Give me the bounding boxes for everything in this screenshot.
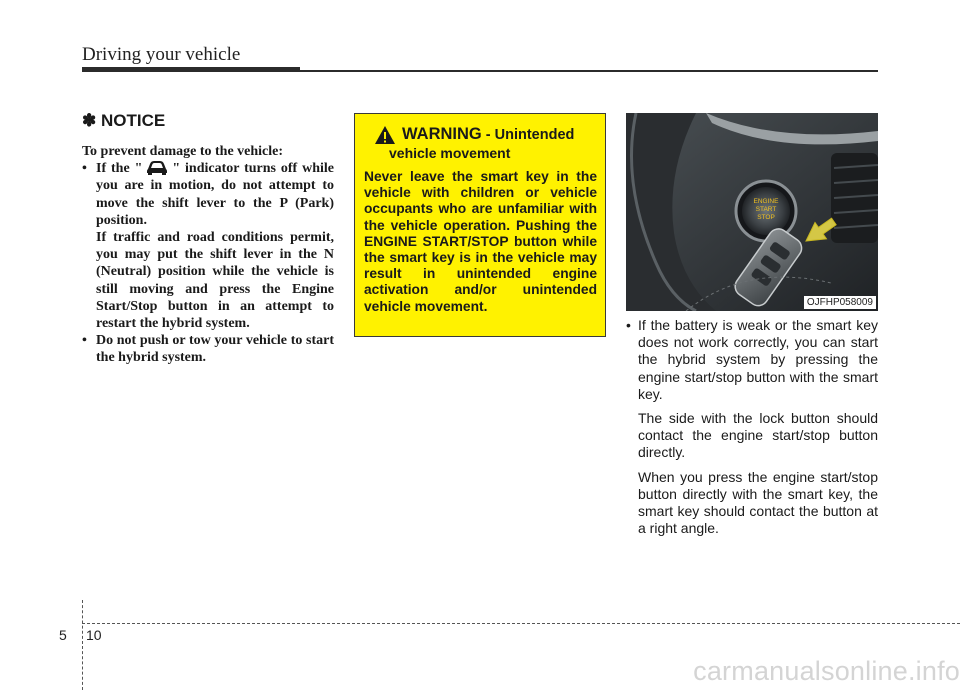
chapter-number: 5 [59, 627, 67, 643]
notice-intro: To prevent damage to the vehicle: [82, 144, 284, 159]
smart-key-photo [626, 113, 878, 311]
right-paragraph-2: The side with the lock button should contact the engine start/stop button directly. [638, 410, 878, 461]
notice-bullet-1-post: " indicator turns off while you are in motion, do not attempt to move the shift lever to the P (Park) position. [96, 161, 334, 228]
right-column-text [626, 317, 878, 537]
warning-triangle-icon [374, 125, 396, 145]
bullet-dot: • [82, 333, 87, 349]
notice-body [82, 143, 334, 367]
button-text-start: START [755, 206, 777, 213]
car-ready-icon [146, 160, 168, 175]
page-header-title: Driving your vehicle [82, 44, 241, 65]
notice-bullet-2: • Do not push or tow your vehicle to start the hybrid system. [82, 333, 334, 366]
warning-body: Never leave the smart key in the vehicle with children or vehicle occupants who are unfamiliar with the vehicle operation. Pushing the ENGINE START/STOP button while the smart key is in the vehicle may result in unintended engine activation and/or unintended vehicle movement. [364, 169, 597, 314]
warning-label: WARNING [402, 125, 482, 143]
watermark: carmanualsonline.info [693, 656, 960, 686]
right-paragraph-3: When you press the engine start/stop button directly with the smart key, the smart key should contact the button at a right angle. [638, 468, 878, 537]
warning-title [402, 123, 574, 144]
bullet-dot: • [82, 161, 87, 177]
bullet-dot: • [626, 317, 631, 333]
page-number: 10 [86, 627, 102, 643]
notice-bullet-1 [82, 160, 334, 229]
header-rule-thick [82, 67, 300, 72]
button-text-stop: STOP [757, 214, 775, 221]
warning-box [354, 113, 606, 337]
warning-header [364, 123, 597, 145]
photo-illustration [626, 113, 878, 311]
warning-title-rest: - Unintended [481, 127, 575, 143]
button-text-engine: ENGINE [753, 198, 779, 205]
warning-subtitle: vehicle movement [389, 145, 511, 161]
header-rule-thin [300, 70, 878, 72]
footer-rule [82, 623, 960, 624]
right-bullet-1: • If the battery is weak or the smart key does not work correctly, you can start the hybrid system by pressing the engine start/stop button with the smart key. [626, 317, 878, 402]
notice-bullet-1-pre: If the " [96, 161, 143, 177]
photo-caption: OJFHP058009 [804, 296, 876, 309]
footer-vertical-rule [82, 600, 83, 690]
notice-heading: ✽ NOTICE [82, 111, 166, 130]
notice-bullet-1-continued: If traffic and road conditions permit, you may put the shift lever in the N (Neutral) position while the vehicle is still moving and press the Engine Start/Stop button in an attempt to restart the hybrid system. [96, 230, 334, 332]
